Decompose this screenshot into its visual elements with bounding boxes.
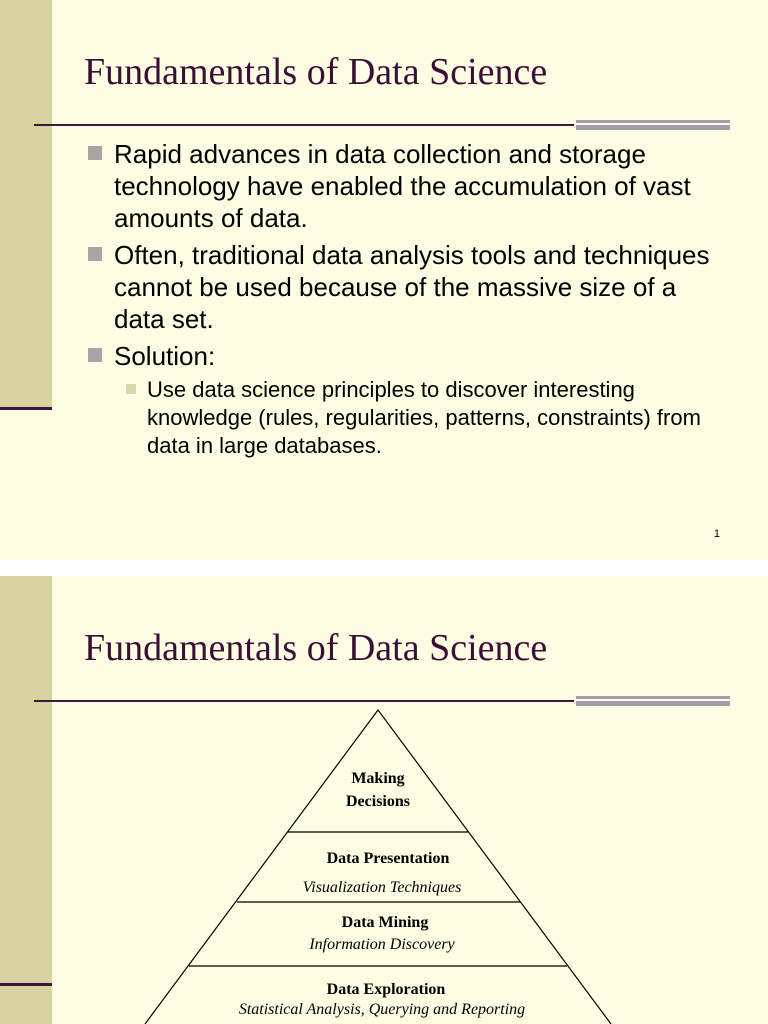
tier-data-exploration-label: Data Exploration (326, 981, 446, 998)
sub-bullet-text: Use data science principles to discover interesting knowledge (rules, regularities, patterns, constraints) from data in large databases. (147, 377, 701, 458)
tier-data-exploration-sub: Statistical Analysis, Querying and Reporting (238, 1001, 526, 1018)
bullet-text: Often, traditional data analysis tools and techniques cannot be used because of the massive size of a data set. (114, 240, 710, 334)
title-rule (34, 124, 574, 126)
square-bullet-icon (88, 247, 102, 261)
side-bar-tick (0, 407, 52, 410)
square-bullet-icon (88, 146, 102, 160)
tier-data-mining-label: Data Mining (341, 914, 429, 931)
tier-data-mining-sub: Information Discovery (309, 936, 455, 953)
page-number: 1 (713, 528, 720, 540)
pyramid-diagram (0, 576, 768, 1024)
tier-data-presentation-sub: Visualization Techniques (302, 879, 462, 896)
tier-making-decisions-line2: Decisions (346, 793, 410, 810)
square-sub-bullet-icon (126, 384, 136, 394)
slide-side-bar (0, 0, 52, 410)
slide-title: Fundamentals of Data Science (84, 627, 548, 669)
list-item (86, 239, 726, 335)
bullet-text: Rapid advances in data collection and storage technology have enabled the accumulation of vast amounts of data. (114, 139, 691, 233)
slide-title: Fundamentals of Data Science (84, 51, 548, 93)
tier-data-presentation-label: Data Presentation (326, 850, 450, 867)
list-item (86, 340, 726, 460)
slide-2 (0, 576, 768, 1024)
pyramid-outline (145, 710, 611, 1024)
slide-gap (0, 560, 768, 576)
sub-list-item (114, 376, 726, 460)
sub-bullet-list (114, 376, 726, 460)
bullet-list (86, 138, 726, 465)
list-item (86, 138, 726, 234)
tier-making-decisions-line1: Making (351, 770, 405, 787)
title-rule-accent (576, 120, 730, 130)
bullet-text: Solution: (114, 341, 216, 371)
square-bullet-icon (88, 348, 102, 362)
